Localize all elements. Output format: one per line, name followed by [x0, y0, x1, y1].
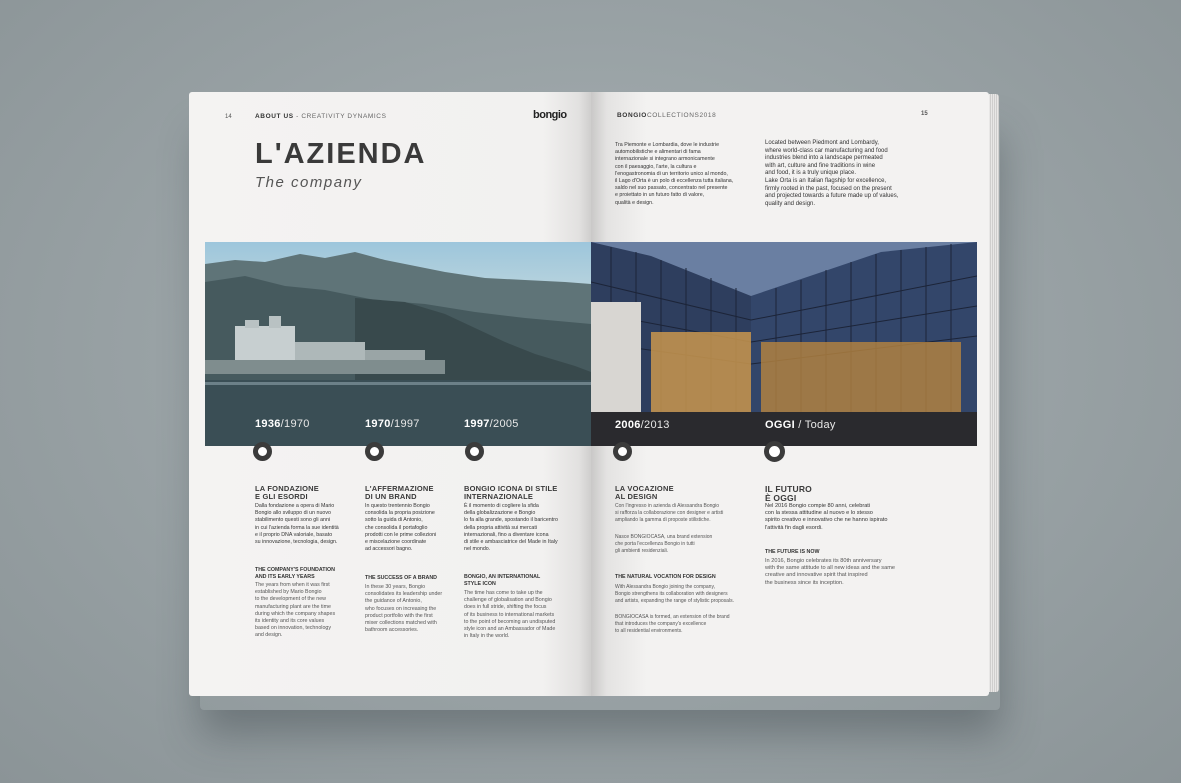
period-start: 2006	[615, 419, 641, 431]
timeline-period-5	[765, 419, 836, 431]
page-subtitle: The company	[255, 174, 363, 191]
column-text-italian: È il momento di cogliere la sfida della globalizzazione e Bongio lo fa alla grande, spostando il baricentro della propria attività sui mercati internazionali, fino a diventare icona di stile e ambasciatrice del Made in Italy nel mondo.	[464, 503, 558, 553]
column-heading: LA FONDAZIONE E GLI ESORDI	[255, 484, 319, 501]
intro-text-italian: Tra Piemonte e Lombardia, dove le industrie automobilistiche e alimentari di fama internazionale si integrano armonicamente con il paesaggio, l'arte, la cultura e l'enogastronomia di un territorio unico al mondo, il Lago d'Orta è un polo di eccellenza tutta italiana, saldo nel suo passato, concentrato nel presente e proiettato in un futuro fatto di valore, qualità e design.	[615, 142, 734, 206]
timeline-period-1	[255, 418, 310, 430]
column-subheading-english: THE NATURAL VOCATION FOR DESIGN	[615, 574, 716, 580]
column-heading: BONGIO ICONA DI STILE INTERNAZIONALE	[464, 484, 558, 501]
column-text-italian: Dalla fondazione a opera di Mario Bongio allo sviluppo di un nuovo stabilimento questi sono gli anni in cui l'azienda forma la sue identità e il proprio DNA valoriale, basato su innovazione, tecnologia, design.	[255, 503, 339, 546]
period-start: 1936	[255, 418, 281, 430]
period-end: /2005	[489, 418, 519, 430]
headquarters-photo	[591, 242, 977, 446]
header-collection: COLLECTIONS2018	[646, 112, 717, 119]
timeline-marker	[613, 442, 632, 461]
timeline-marker	[365, 442, 384, 461]
column-text-italian: Con l'ingresso in azienda di Alessandra Bongio si rafforza la collaborazione con designer e artisti ampliando la gamma di proposte stilistiche.	[615, 503, 724, 524]
period-end: / Today	[794, 419, 836, 431]
column-text-italian-2: Nasce BONGIOCASA, una brand extension che porta l'eccellenza Bongio in tutti gli ambienti residenziali.	[615, 534, 713, 555]
column-text-italian: Nel 2016 Bongio compie 80 anni, celebrati con la stessa attitudine al nuovo e lo stesso spirito creativo e innovativo che ne hanno ispirato l'attività fin dagli esordi.	[765, 503, 888, 531]
timeline-marker	[465, 442, 484, 461]
header-brand: BONGIO	[617, 112, 647, 119]
column-text-english: With Alessandra Bongio joining the company, Bongio strengthens its collaboration with designers and artists, expanding the range of stylistic proposals.	[615, 584, 734, 605]
page-header	[255, 113, 387, 120]
period-start: 1970	[365, 418, 391, 430]
intro-text-english: Located between Piedmont and Lombardy, where world-class car manufacturing and food industries blend into a landscape permeated with art, culture and fine traditions in wine and food, it is a truly unique place. Lake Orta is an Italian flagship for excellence, firmly rooted in the past, focused on the present and projected towards a future made up of values, quality and design.	[765, 140, 899, 207]
column-text-english: In these 30 years, Bongio consolidates its leadership under the guidance of Antonio, who focuses on increasing the product portfolio with the first mixer collections matched with bathroom accessories.	[365, 584, 443, 634]
bongio-logo: bongio	[533, 109, 567, 121]
column-subheading-english: THE FUTURE IS NOW	[765, 549, 820, 555]
column-text-italian: In questo trentennio Bongio consolida la propria posizione sotto la guida di Antonio, che consolida il portafoglio prodotti con le prime collezioni e miscelazione coordinate ad accessori bagno.	[365, 503, 437, 553]
column-heading: IL FUTURO È OGGI	[765, 484, 812, 503]
page-title: L'AZIENDA	[255, 138, 427, 170]
period-end: /2013	[640, 419, 670, 431]
lake-landscape-illustration	[205, 242, 591, 446]
period-start: OGGI	[765, 419, 795, 431]
column-heading: LA VOCAZIONE AL DESIGN	[615, 484, 674, 501]
left-page	[189, 92, 591, 696]
timeline-period-4	[615, 419, 670, 431]
period-end: /1997	[390, 418, 420, 430]
column-subheading-english: BONGIO, AN INTERNATIONAL STYLE ICON	[464, 574, 541, 587]
timeline-period-3	[464, 418, 519, 430]
column-text-english: The years from when it was first established by Mario Bongio to the development of the new manufacturing plant are the time during which the company shapes its identity and its core values based on innovation, technology and design.	[255, 582, 336, 639]
page-number: 15	[921, 111, 928, 117]
column-subheading-english: THE COMPANY'S FOUNDATION AND ITS EARLY YEARS	[255, 567, 335, 580]
period-start: 1997	[464, 418, 490, 430]
column-subheading-english: THE SUCCESS OF A BRAND	[365, 575, 438, 581]
header-subsection: - CREATIVITY DYNAMICS	[293, 113, 387, 120]
page-number: 14	[225, 114, 232, 120]
timeline-period-2	[365, 418, 420, 430]
page-header	[617, 112, 716, 119]
period-end: /1970	[280, 418, 310, 430]
glass-building-illustration	[591, 242, 977, 446]
column-text-english: In 2016, Bongio celebrates its 80th anniversary with the same attitude to all new ideas and the same creative and innovative spirit that inspired the business since its inception.	[765, 558, 895, 586]
header-section: ABOUT US	[255, 113, 294, 120]
column-text-english: The time has come to take up the challenge of globalisation and Bongio does in full stride, shifting the focus of its business to international markets to the point of becoming an undisputed style icon and an Ambassador of Made in Italy in the world.	[464, 590, 556, 640]
right-page	[591, 92, 989, 696]
timeline-marker-current	[764, 441, 785, 462]
column-heading: L'AFFERMAZIONE DI UN BRAND	[365, 484, 434, 501]
timeline-marker	[253, 442, 272, 461]
page-stack-edge	[989, 94, 999, 692]
lake-orta-photo	[205, 242, 591, 446]
column-text-english-2: BONGIOCASA is formed, an extension of the brand that introduces the company's excellence to all residential environments.	[615, 614, 730, 635]
